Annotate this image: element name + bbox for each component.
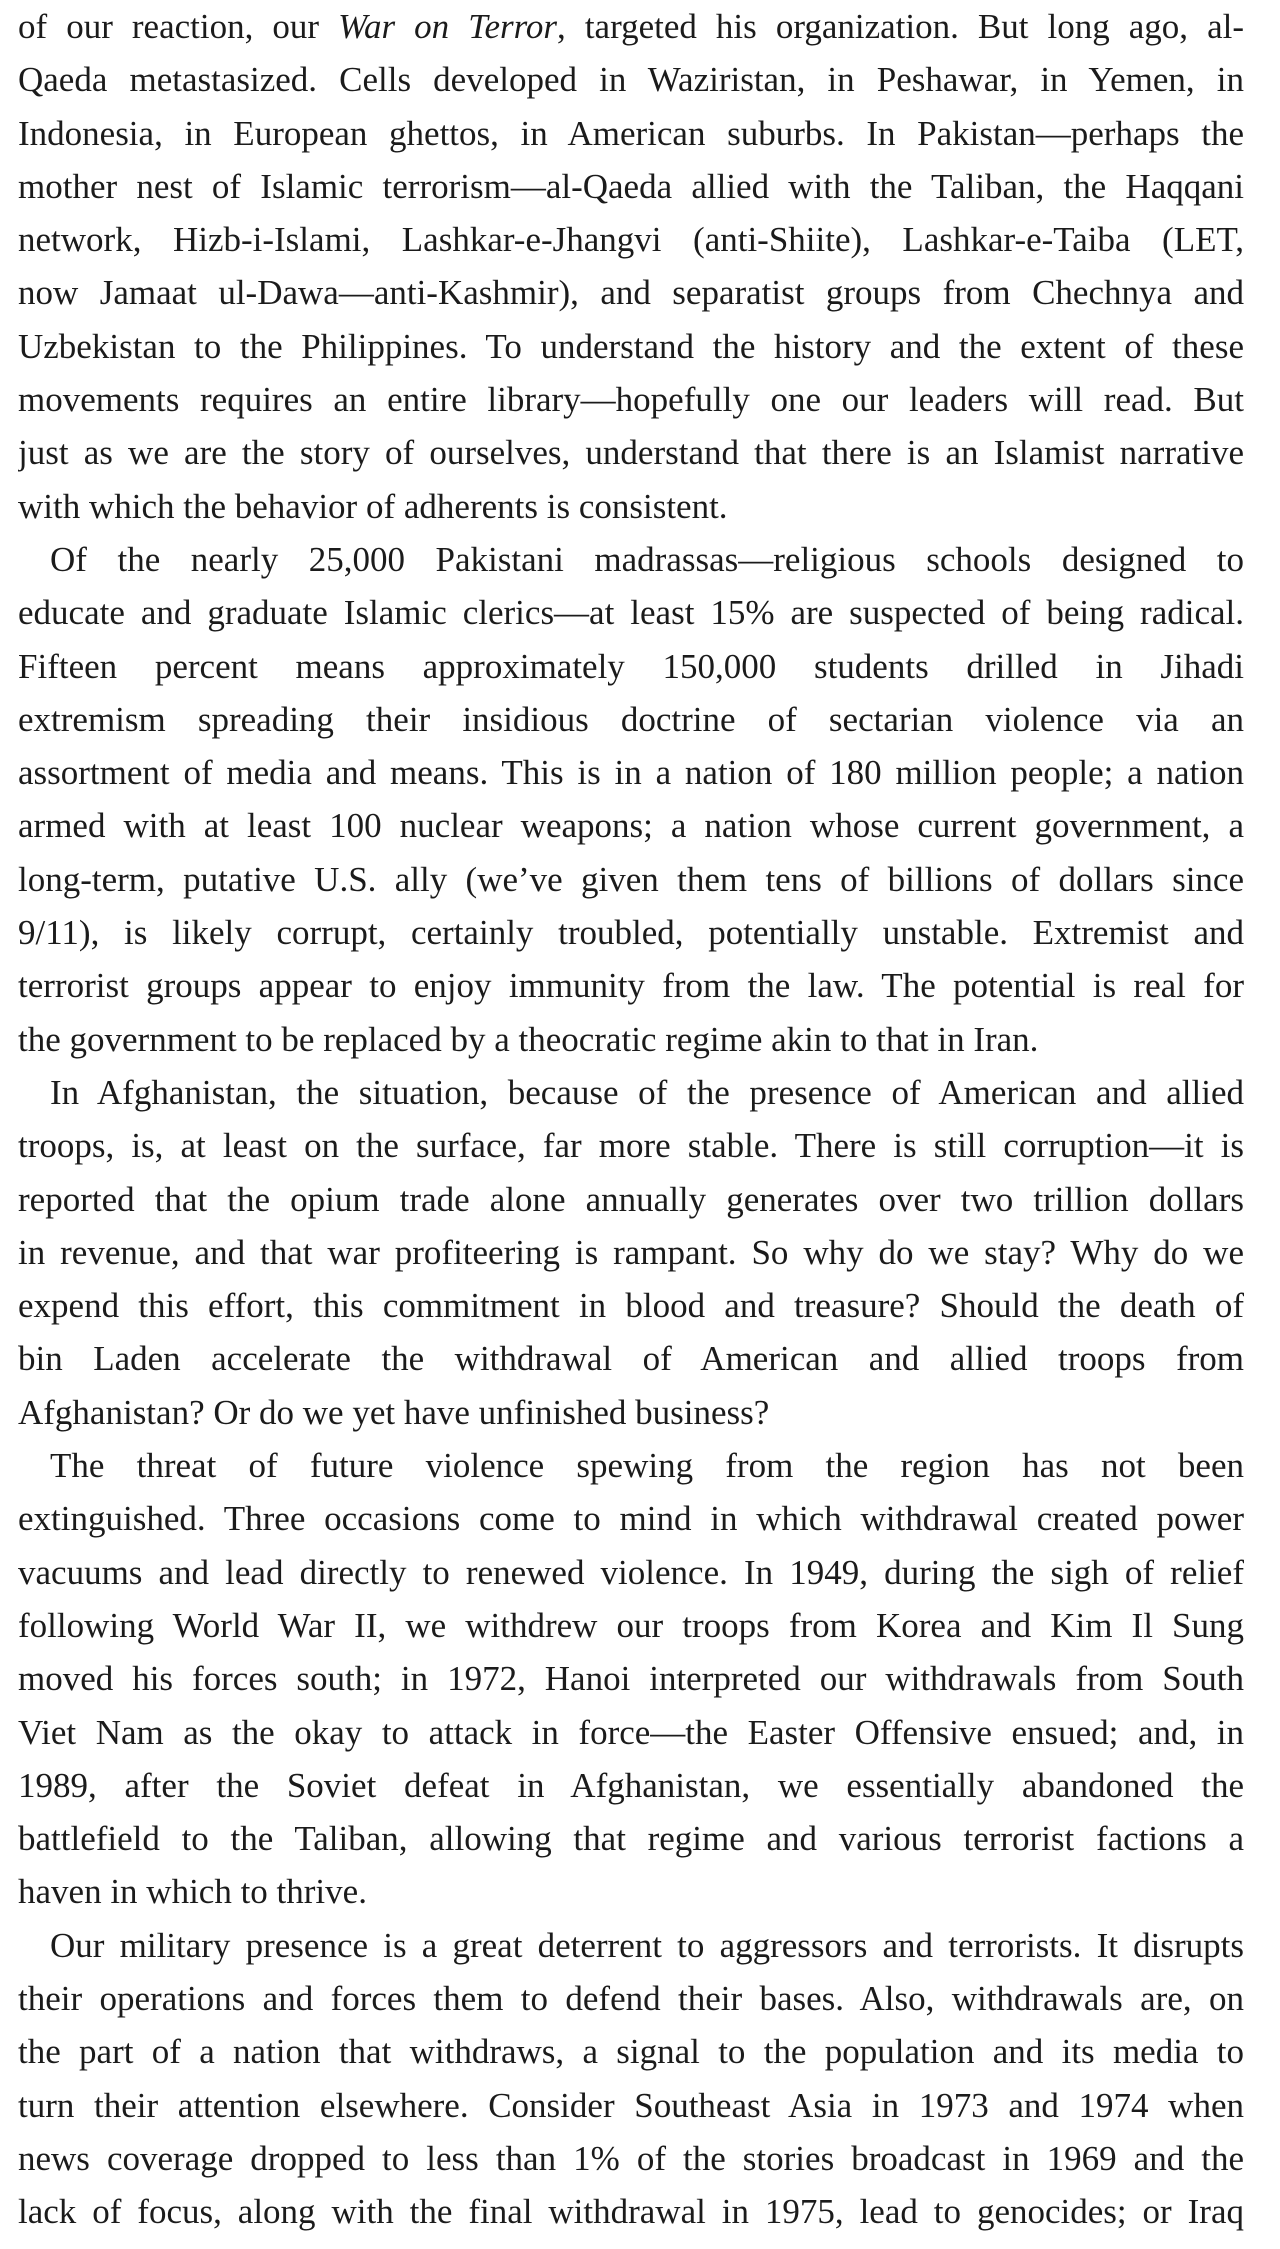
text-line: Qaeda metastasized. Cells developed in Waziristan, in Peshawar, in Yemen, in xyxy=(18,60,1244,100)
text-line: bin Laden accelerate the withdrawal of American and allied troops from xyxy=(18,1339,1244,1379)
text-line: news coverage dropped to less than 1% of the stories broadcast in 1969 and the xyxy=(18,2138,1244,2178)
text-line: 1989, after the Soviet defeat in Afghanistan, we essentially abandoned the xyxy=(18,1765,1244,1805)
text-line: moved his forces south; in 1972, Hanoi interpreted our withdrawals from South xyxy=(18,1659,1244,1699)
text-line: the part of a nation that withdraws, a signal to the population and its media to xyxy=(18,2032,1244,2072)
text-line: just as we are the story of ourselves, understand that there is an Islamist narrative xyxy=(18,433,1244,473)
text-line: in revenue, and that war profiteering is rampant. So why do we stay? Why do we xyxy=(18,1232,1244,1272)
text-line: lack of focus, along with the final withdrawal in 1975, lead to genocides; or Iraq xyxy=(18,2192,1244,2232)
text-line: assortment of media and means. This is in a nation of 180 million people; a nation xyxy=(18,753,1244,793)
paragraph xyxy=(18,0,1244,533)
text-line: of our reaction, our War on Terror, targeted his organization. But long ago, al- xyxy=(18,7,1244,46)
text-line: Our military presence is a great deterrent to aggressors and terrorists. It disrupts xyxy=(50,1925,1244,1965)
text-line: extremism spreading their insidious doctrine of sectarian violence via an xyxy=(18,699,1244,739)
text-line: 9/11), is likely corrupt, certainly troubled, potentially unstable. Extremist and xyxy=(18,913,1244,953)
text-line: Fifteen percent means approximately 150,000 students drilled in Jihadi xyxy=(18,646,1244,686)
text-line: following World War II, we withdrew our troops from Korea and Kim Il Sung xyxy=(18,1605,1244,1645)
paragraph xyxy=(18,1919,1244,2239)
text-line: In Afghanistan, the situation, because of the presence of American and allied xyxy=(50,1072,1244,1112)
text-line: their operations and forces them to defend their bases. Also, withdrawals are, on xyxy=(18,1978,1244,2018)
text-line: mother nest of Islamic terrorism—al-Qaeda allied with the Taliban, the Haqqani xyxy=(18,166,1244,206)
text-line: vacuums and lead directly to renewed violence. In 1949, during the sigh of relief xyxy=(18,1552,1244,1592)
paragraph xyxy=(18,533,1244,1066)
text-line: haven in which to thrive. xyxy=(18,1872,367,1912)
text-line: Viet Nam as the okay to attack in force—the Easter Offensive ensued; and, in xyxy=(18,1712,1244,1752)
italic-title: War on Terror xyxy=(338,7,558,46)
document-page xyxy=(18,0,1244,2238)
text-line: Afghanistan? Or do we yet have unfinished business? xyxy=(18,1392,770,1432)
paragraph xyxy=(18,1066,1244,1439)
text-line: armed with at least 100 nuclear weapons; a nation whose current government, a xyxy=(18,806,1244,846)
text-line: Of the nearly 25,000 Pakistani madrassas—religious schools designed to xyxy=(50,539,1244,579)
text-line: battlefield to the Taliban, allowing that regime and various terrorist factions a xyxy=(18,1819,1244,1859)
text-line: movements requires an entire library—hopefully one our leaders will read. But xyxy=(18,380,1244,420)
text-line: long-term, putative U.S. ally (we’ve given them tens of billions of dollars since xyxy=(18,859,1244,899)
text-line: extinguished. Three occasions come to mind in which withdrawal created power xyxy=(18,1499,1244,1539)
text-line: with which the behavior of adherents is consistent. xyxy=(18,486,728,526)
text-line: turn their attention elsewhere. Consider Southeast Asia in 1973 and 1974 when xyxy=(18,2085,1244,2125)
text-line: educate and graduate Islamic clerics—at least 15% are suspected of being radical. xyxy=(18,593,1244,633)
text-line: network, Hizb-i-Islami, Lashkar-e-Jhangvi (anti-Shiite), Lashkar-e-Taiba (LET, xyxy=(18,220,1244,260)
text-line: The threat of future violence spewing from the region has not been xyxy=(50,1446,1244,1486)
text-line: expend this effort, this commitment in blood and treasure? Should the death of xyxy=(18,1286,1244,1326)
text-line: reported that the opium trade alone annually generates over two trillion dollars xyxy=(18,1179,1244,1219)
text-line: the government to be replaced by a theocratic regime akin to that in Iran. xyxy=(18,1019,1039,1059)
text-line: Indonesia, in European ghettos, in American suburbs. In Pakistan—perhaps the xyxy=(18,113,1244,153)
text-line: Uzbekistan to the Philippines. To understand the history and the extent of these xyxy=(18,326,1244,366)
text-line: terrorist groups appear to enjoy immunity from the law. The potential is real for xyxy=(18,966,1244,1006)
paragraph xyxy=(18,1439,1244,1919)
text-line: troops, is, at least on the surface, far more stable. There is still corruption—it is xyxy=(18,1126,1244,1166)
text-line: now Jamaat ul-Dawa—anti-Kashmir), and separatist groups from Chechnya and xyxy=(18,273,1244,313)
